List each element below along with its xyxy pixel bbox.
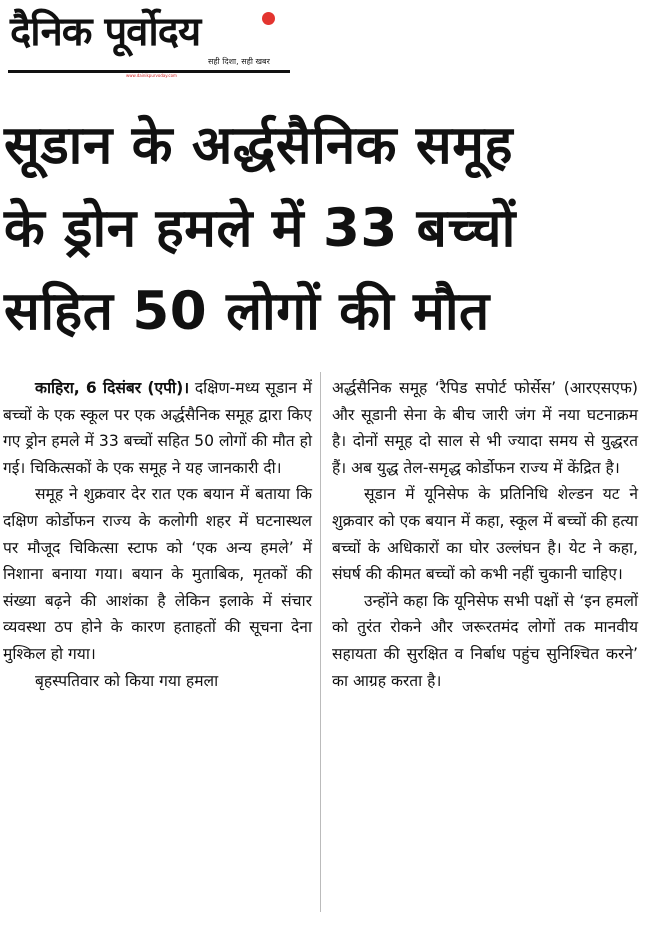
headline-line-1: सूडान के अर्द्धसैनिक समूह [4,115,514,176]
dateline: काहिरा, 6 दिसंबर (एपी)। [35,379,190,397]
article-paragraph: समूह ने शुक्रवार देर रात एक बयान में बताया कि दक्षिण कोर्डोफन राज्य के कलोगी शहर में घटनास्थल पर मौजूद चिकित्सा स्टाफ को ‘एक अन्य हमले’ में निशाना बनाया गया। बयान के मुताबिक, मृतकों की संख्या बढ़ने की आशंका है लेकिन इलाके में संचार व्यवस्था ठप होने के कारण हताहतों की सूचना देना मुश्किल हो गया। [3,485,312,663]
headline-line-3: सहित 50 लोगों की मौत [4,281,490,342]
article-paragraph [3,375,312,481]
headline-line-2: के ड्रोन हमले में 33 बच्चों [4,198,516,259]
masthead [8,4,293,78]
article-paragraph: सूडान में यूनिसेफ के प्रतिनिधि शेल्डन यट ने शुक्रवार को एक बयान में कहा, स्कूल में बच्चों की हत्या बच्चों के अधिकारों का घोर उल्लंघन है। येट ने कहा, संघर्ष की कीमत बच्चों को कभी नहीं चुकानी चाहिए। [332,485,638,584]
article-column-left [3,375,312,694]
newspaper-logo: दैनिक पूर्वोदय [10,9,201,55]
paragraph-text: दक्षिण-मध्य सूडान में बच्चों के एक स्कूल पर एक अर्द्धसैनिक समूह द्वारा किए गए ड्रोन हमले में 33 बच्चों सहित 50 लोगों की मौत हो गई। चिकित्सकों के एक समूह ने यह जानकारी दी। [3,379,312,477]
article-paragraph: बृहस्पतिवार को किया गया हमला [35,671,219,690]
masthead-small-text: www.dainikpurvoday.com [126,73,177,78]
headline [4,104,640,353]
article-paragraph: उन्होंने कहा कि यूनिसेफ सभी पक्षों से ‘इन हमलों को तुरंत रोकने और जरूरतमंद लोगों तक मानवीय सहायता की सुरक्षित व निर्बाध पहुंच सुनिश्चित करने’ का आग्रह करता है। [332,591,638,690]
masthead-tagline: सही दिशा, सही खबर [208,57,270,66]
logo-dot-icon [262,12,275,25]
article-column-right [332,375,638,694]
article-paragraph: अर्द्धसैनिक समूह ‘रैपिड सपोर्ट फोर्सेस’ (आरएसएफ) और सूडानी सेना के बीच जारी जंग में नया घटनाक्रम है। दोनों समूह दो साल से भी ज्यादा समय से युद्धरत हैं। अब युद्ध तेल-समृद्ध कोर्डोफन राज्य में केंद्रित है। [332,379,638,477]
column-divider [320,372,321,912]
